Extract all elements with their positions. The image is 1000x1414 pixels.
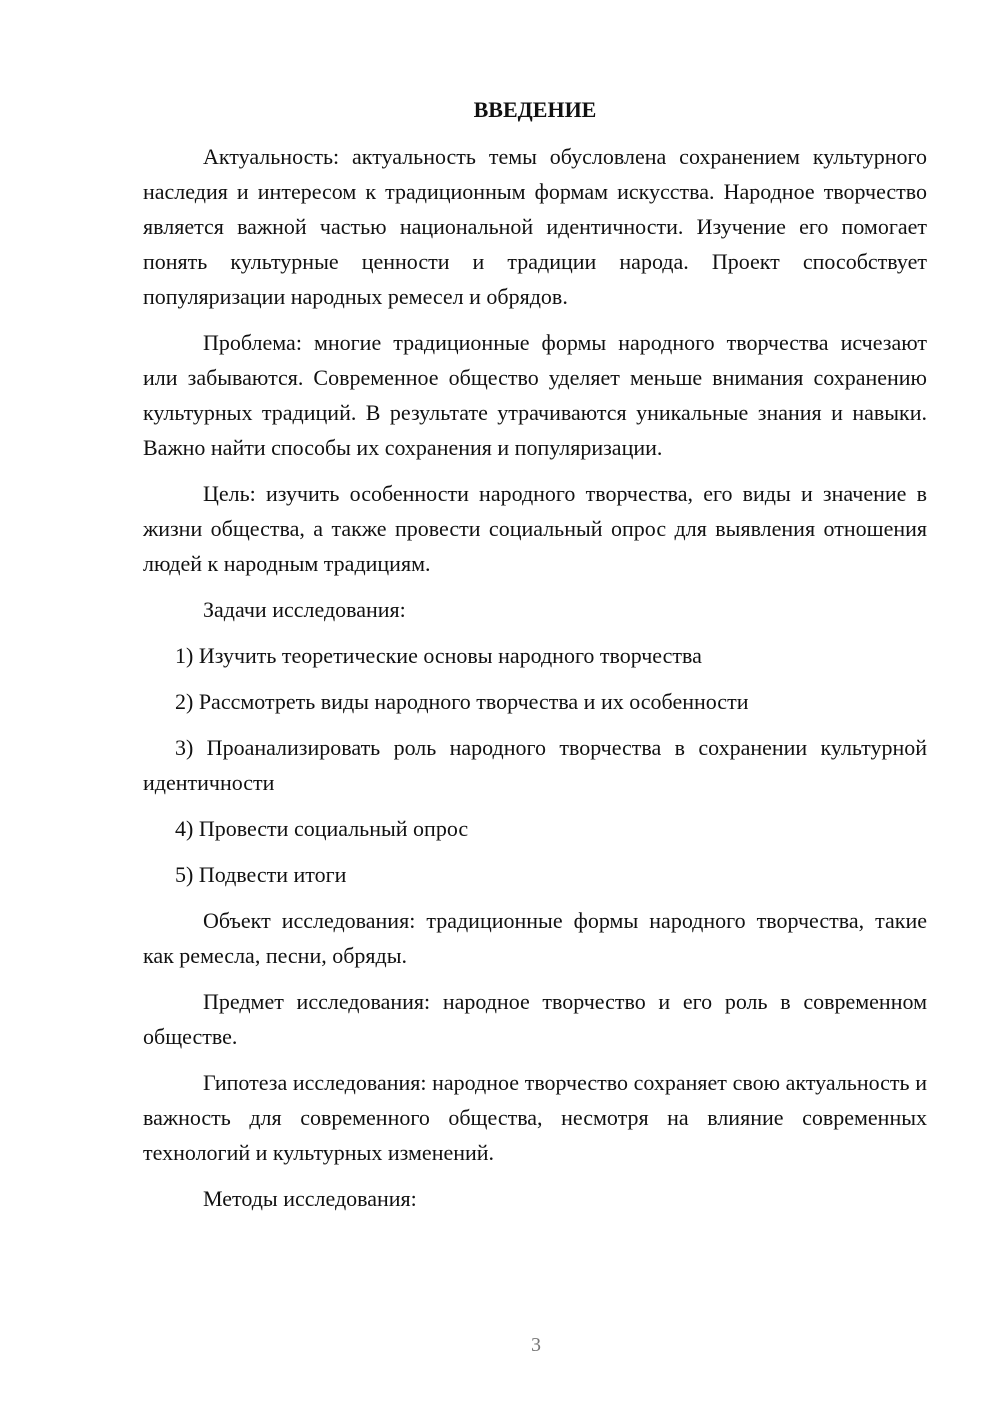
page-title: ВВЕДЕНИЕ [473, 97, 597, 122]
methods-heading: Методы исследования: [203, 1186, 417, 1211]
goal-paragraph: Цель: изучить особенности народного творчества, его виды и значение в жизни общества, а также провести социальный опрос для выявления отношения людей к народным традициям. [143, 481, 927, 576]
page-number: 3 [531, 1334, 541, 1356]
object-paragraph: Объект исследования: традиционные формы народного творчества, такие как ремесла, песни, обряды. [143, 908, 927, 968]
relevance-paragraph: Актуальность: актуальность темы обусловлена сохранением культурного наследия и интересом к традиционным формам искусства. Народное творчество является важной частью национальной идентичности. Изучение его помогает понять культурные ценности и традиции народа. Проект способствует популяризации народных ремесел и обрядов. [143, 144, 927, 309]
subject-paragraph: Предмет исследования: народное творчество и его роль в современном обществе. [143, 989, 927, 1049]
task-item: 5) Подвести итоги [175, 862, 347, 887]
task-item: 4) Провести социальный опрос [175, 816, 469, 841]
document-body [143, 96, 927, 1227]
tasks-heading: Задачи исследования: [203, 597, 406, 622]
hypothesis-paragraph: Гипотеза исследования: народное творчество сохраняет свою актуальность и важность для современного общества, несмотря на влияние современных технологий и культурных изменений. [143, 1070, 927, 1165]
problem-paragraph: Проблема: многие традиционные формы народного творчества исчезают или забываются. Современное общество уделяет меньше внимания сохранению культурных традиций. В результате утрачиваются уникальные знания и навыки. Важно найти способы их сохранения и популяризации. [143, 330, 927, 460]
task-item: 1) Изучить теоретические основы народного творчества [175, 643, 702, 668]
task-item: 3) Проанализировать роль народного творчества в сохранении культурной идентичности [143, 735, 927, 795]
task-item: 2) Рассмотреть виды народного творчества и их особенности [175, 689, 749, 714]
